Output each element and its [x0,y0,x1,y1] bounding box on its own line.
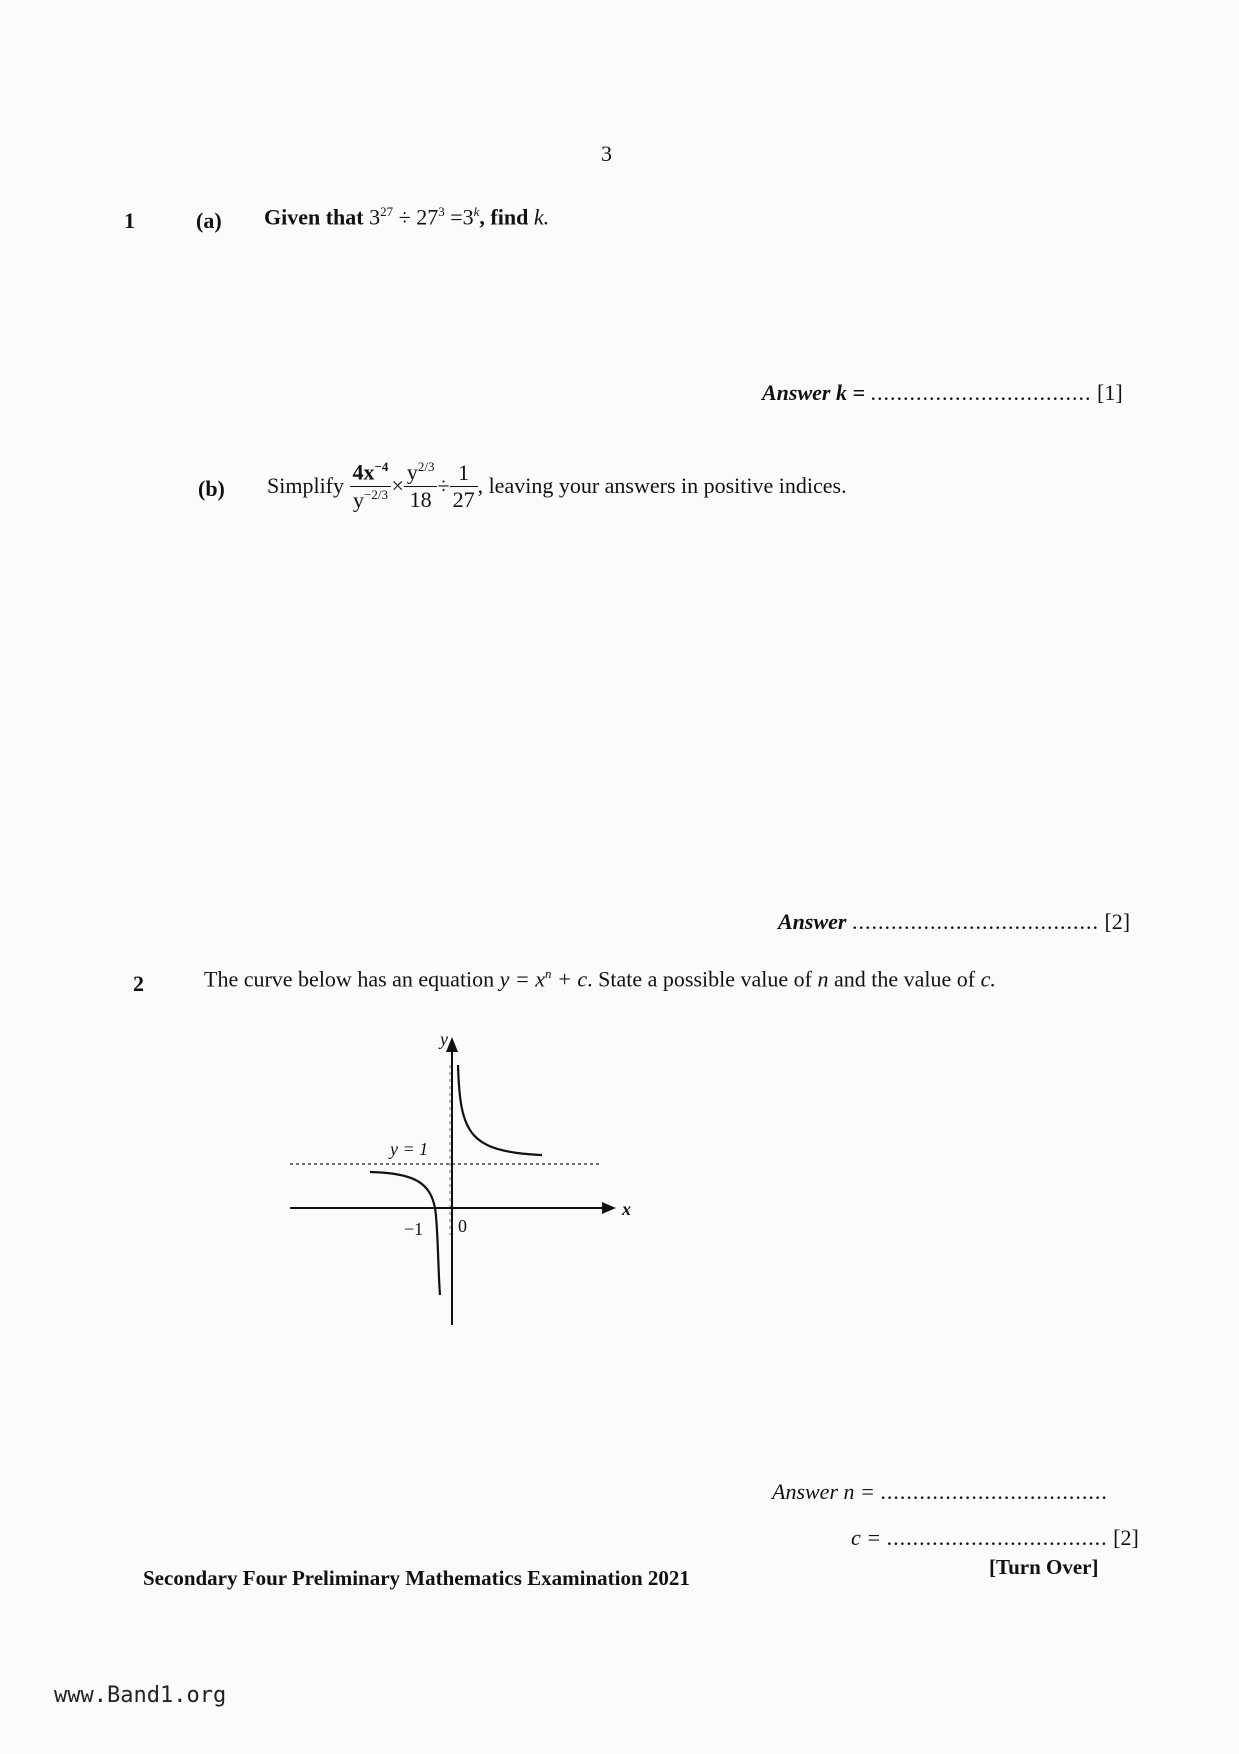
q1b-answer-line [778,909,1130,935]
q1b-times: × [391,473,404,498]
q1b-f1-num: 4x [352,459,375,485]
q1b-fraction-3 [450,460,478,513]
q1a-text [264,204,549,230]
q2-exp: n [545,966,552,981]
q1b-f2-num: y [406,459,418,485]
q1b-fraction-2 [404,459,438,512]
q2-answer-label: Answer [772,1479,838,1504]
q2-equation: y = x [499,966,546,992]
q2-answer-n [772,1479,1108,1505]
q2-and: and the value of [834,966,976,992]
q1a-base1: 3 [369,204,381,230]
turn-over: [Turn Over] [989,1555,1099,1579]
x-axis-label: x [622,1199,631,1219]
q2-var-n: n [817,966,829,992]
q2-equation-tail: + c [557,966,588,992]
q1b-answer-label: Answer [778,909,847,934]
q2-answer-c-marks: [2] [1113,1525,1139,1550]
q1a-op1: ÷ [398,204,411,230]
q1a-exp3: k [473,204,480,219]
question-1-number: 1 [124,208,135,233]
q1a-label: (a) [196,208,222,233]
q2-text [204,966,996,992]
q1a-var: k. [533,204,550,230]
footer-title: Secondary Four Preliminary Mathematics Examination 2021 [143,1566,690,1590]
q1a-exp1: 27 [380,204,394,219]
q1a-answer-var: k = [835,380,866,405]
q1a-base2: 27 [416,204,439,230]
q1a-eq: = [450,204,463,230]
y-axis-label: y [440,1029,448,1049]
q1b-text [267,436,847,536]
q2-answer-n-var: n = [843,1479,875,1504]
x-axis-arrow [602,1202,616,1214]
q1a-answer-marks: [1] [1097,380,1123,405]
q2-answer-n-dots: ................................... [880,1479,1108,1504]
q1b-f3-den: 27 [452,486,475,512]
q1b-fraction-1 [350,459,392,513]
q2-answer-c-var: c = [851,1525,882,1550]
tick-neg1-label: −1 [404,1219,424,1239]
q1a-answer-dots: .................................. [870,380,1092,405]
curve-right-branch [458,1065,542,1155]
q1b-f2-num-exp: 2/3 [417,459,435,475]
q2-text-before: The curve below has an equation [204,966,495,992]
page-number: 3 [601,141,612,166]
q1b-f1-den: y [353,486,364,512]
question-2-number: 2 [133,971,144,996]
q1b-f1-den-exp: −2/3 [364,486,388,502]
q2-var-c: c. [980,966,996,992]
q2-text-after: . State a possible value of [587,966,813,992]
asymptote-label: y = 1 [390,1139,429,1159]
q1a-answer-label: Answer [762,380,831,405]
q1b-f1-num-exp: −4 [374,459,389,475]
q1b-f3-num: 1 [450,460,478,487]
q2-answer-c [851,1525,1139,1551]
q1a-exp2: 3 [438,204,445,219]
q1b-answer-marks: [2] [1104,909,1131,934]
q1b-div: ÷ [437,473,450,498]
watermark: www.Band1.org [54,1683,227,1708]
q1b-answer-dots: ...................................... [851,909,1099,934]
q1a-answer-line [762,380,1123,406]
q1b-simplify: Simplify [267,473,345,498]
q1a-base3: 3 [462,204,474,230]
q1a-find: , find [479,204,529,230]
q2-graph [280,1025,650,1340]
origin-label: 0 [458,1216,467,1236]
q2-answer-c-dots: .................................. [886,1525,1108,1550]
q1b-f2-den: 18 [409,486,432,512]
q1b-tail: , leaving your answers in positive indices. [477,473,847,498]
q1a-given: Given that [264,204,364,230]
q1b-label: (b) [198,476,225,501]
